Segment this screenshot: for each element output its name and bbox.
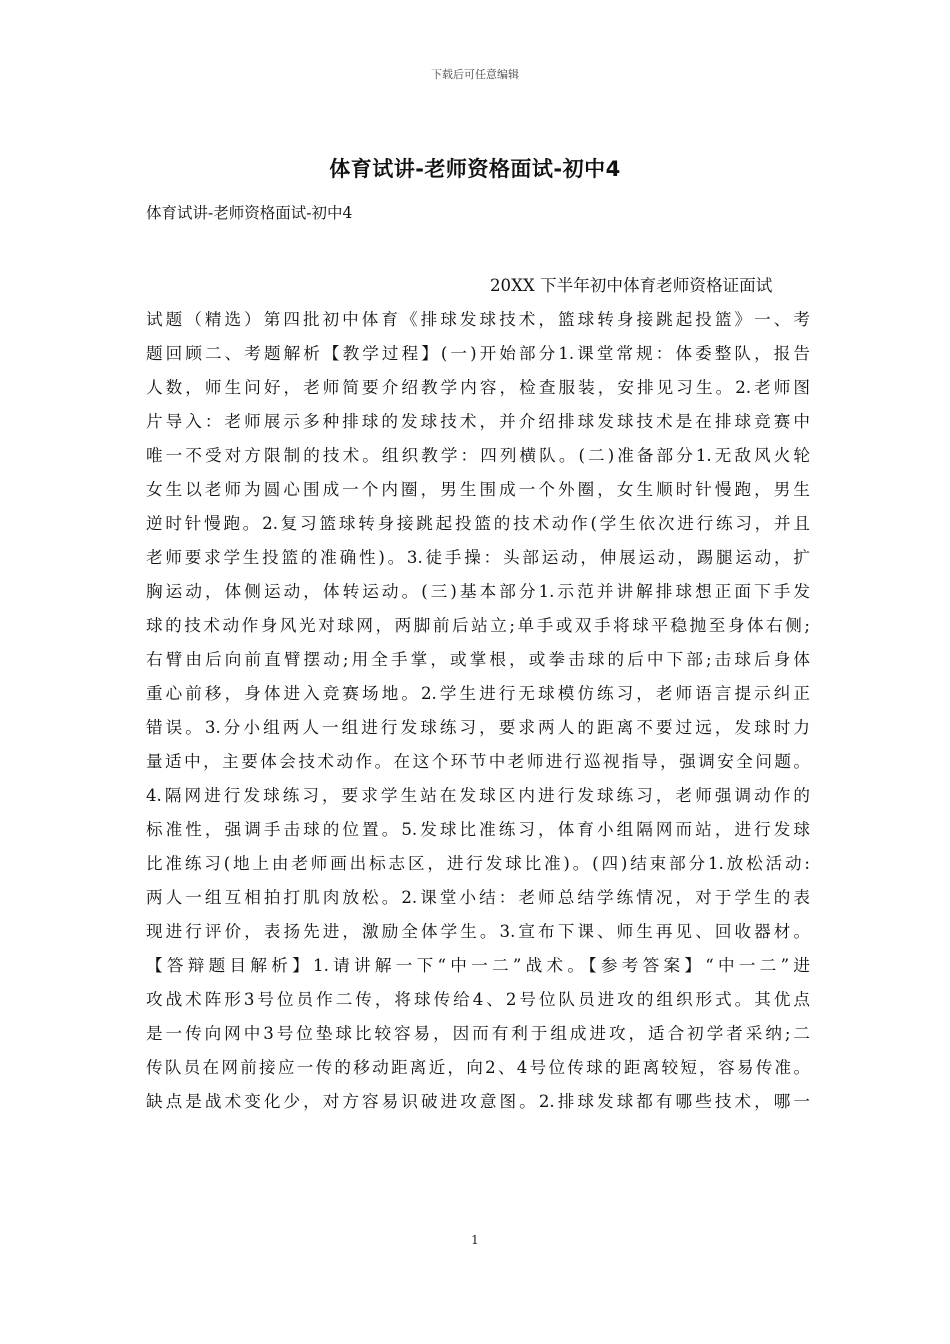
- body-line: 【答辩题目解析】1.请讲解一下“中一二”战术。【参考答案】“中一二”进: [146, 956, 810, 975]
- document-title: 体育试讲-老师资格面试-初中4: [329, 157, 621, 181]
- body-line: 女生以老师为圆心围成一个内圈，男生围成一个外圈，女生顺时针慢跑，男生: [146, 480, 810, 499]
- body-line: 是一传向网中3号位垫球比较容易，因而有利于组成进攻，适合初学者采纳;二: [146, 1024, 810, 1043]
- body-line: 20XX 下半年初中体育老师资格证面试: [490, 276, 773, 295]
- body-line: 人数，师生问好，老师简要介绍教学内容，检查服装，安排见习生。2.老师图: [146, 378, 810, 397]
- body-line: 比准练习(地上由老师画出标志区，进行发球比准)。(四)结束部分1.放松活动:: [146, 854, 810, 873]
- header-note: 下载后可任意编辑: [431, 68, 519, 81]
- body-line: 标准性，强调手击球的位置。5.发球比准练习，体育小组隔网而站，进行发球: [146, 820, 810, 839]
- body-line: 右臂由后向前直臂摆动;用全手掌，或掌根，或拳击球的后中下部;击球后身体: [146, 650, 810, 669]
- body-line: 传队员在网前接应一传的移动距离近，向2、4号位传球的距离较短，容易传准。: [146, 1058, 810, 1077]
- body-line: 题回顾二、考题解析【教学过程】(一)开始部分1.课堂常规：体委整队，报告: [146, 344, 810, 363]
- body-line: 错误。3.分小组两人一组进行发球练习，要求两人的距离不要过远，发球时力: [146, 718, 810, 737]
- page-number: 1: [471, 1233, 479, 1247]
- body-line: 缺点是战术变化少，对方容易识破进攻意图。2.排球发球都有哪些技术，哪一: [146, 1092, 810, 1111]
- document-subtitle: 体育试讲-老师资格面试-初中4: [146, 204, 353, 222]
- body-line: 片导入：老师展示多种排球的发球技术，并介绍排球发球技术是在排球竞赛中: [146, 412, 810, 431]
- body-line: 两人一组互相拍打肌肉放松。2.课堂小结：老师总结学练情况，对于学生的表: [146, 888, 810, 907]
- body-text: [146, 271, 810, 1121]
- body-line: 试题（精选）第四批初中体育《排球发球技术，篮球转身接跳起投篮》一、考: [146, 310, 810, 329]
- body-line: 现进行评价，表扬先进，激励全体学生。3.宣布下课、师生再见、回收器材。: [146, 922, 810, 941]
- body-line: 球的技术动作身风光对球网，两脚前后站立;单手或双手将球平稳抛至身体右侧;: [146, 616, 810, 635]
- body-line: 老师要求学生投篮的准确性)。3.徒手操：头部运动，伸展运动，踢腿运动，扩: [146, 548, 810, 567]
- body-line: 攻战术阵形3号位员作二传，将球传给4、2号位队员进攻的组织形式。其优点: [146, 990, 810, 1009]
- body-line: 唯一不受对方限制的技术。组织教学：四列横队。(二)准备部分1.无敌风火轮: [146, 446, 810, 465]
- body-line: 量适中，主要体会技术动作。在这个环节中老师进行巡视指导，强调安全问题。: [146, 752, 810, 771]
- body-line: 胸运动，体侧运动，体转运动。(三)基本部分1.示范并讲解排球想正面下手发: [146, 582, 810, 601]
- body-line: 4.隔网进行发球练习，要求学生站在发球区内进行发球练习，老师强调动作的: [146, 786, 810, 805]
- body-line: 重心前移，身体进入竞赛场地。2.学生进行无球模仿练习，老师语言提示纠正: [146, 684, 810, 703]
- body-line: 逆时针慢跑。2.复习篮球转身接跳起投篮的技术动作(学生依次进行练习，并且: [146, 514, 810, 533]
